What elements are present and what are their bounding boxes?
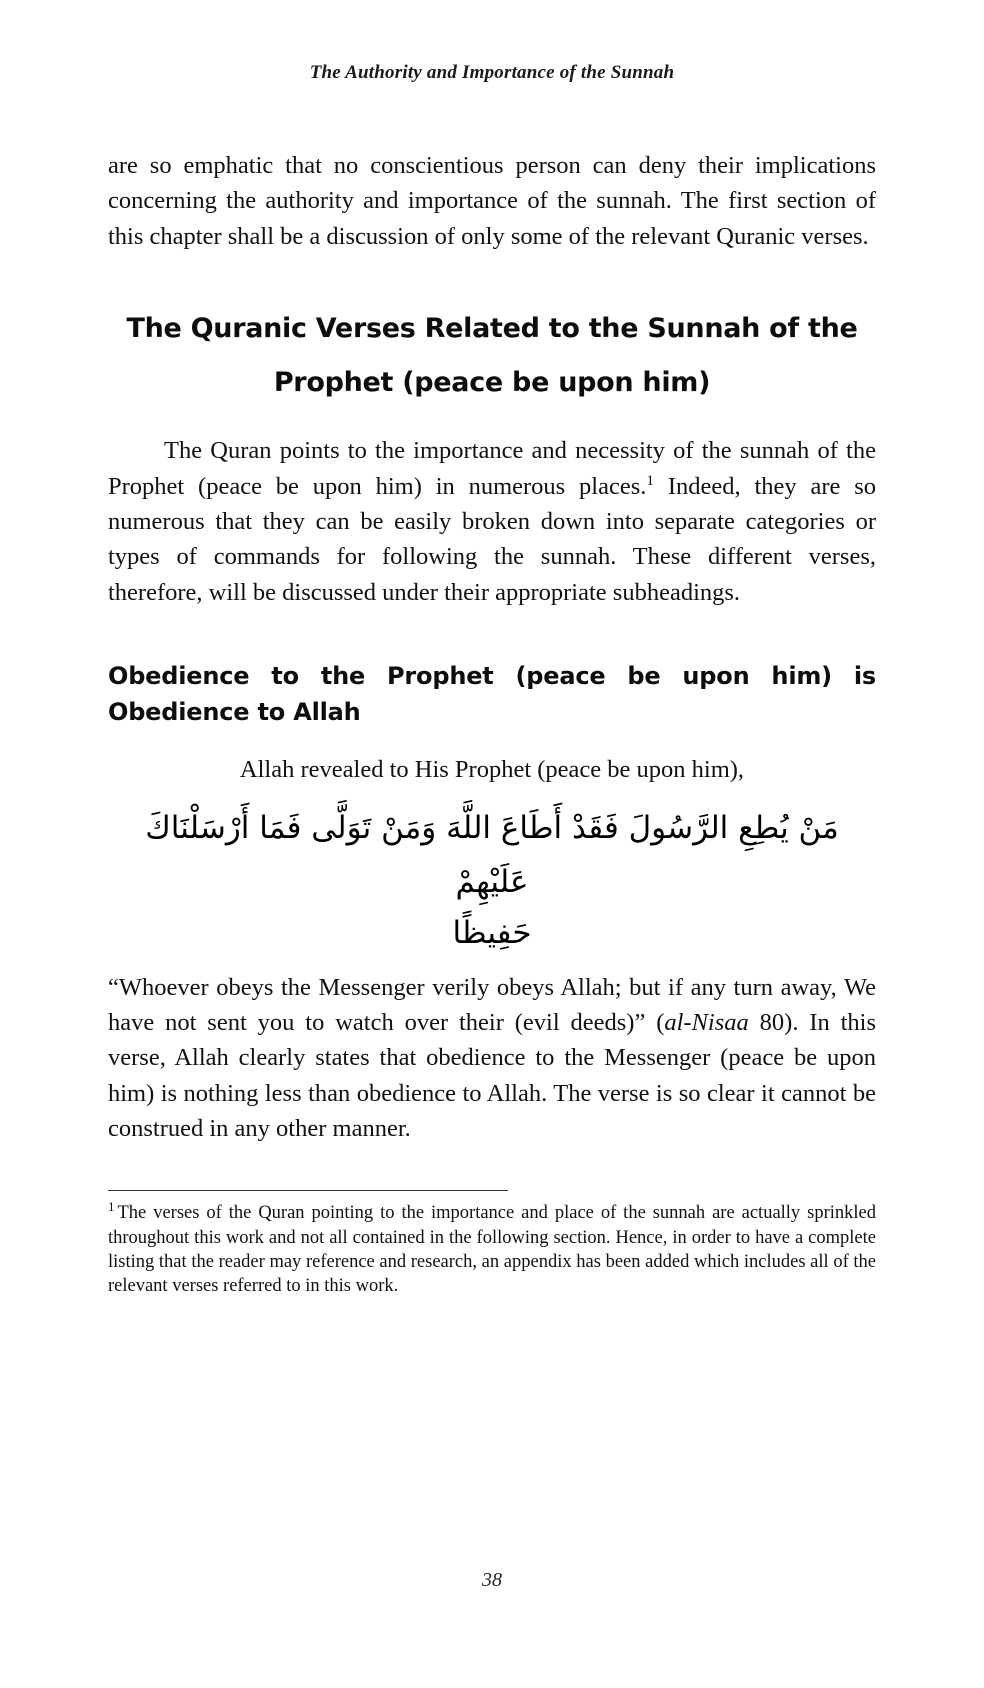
section-heading xyxy=(108,308,876,404)
page-content xyxy=(108,84,876,1299)
footnote-marker: 1 xyxy=(108,1199,115,1214)
footnote-text: The verses of the Quran pointing to the importance and place of the sunnah are actually sprinkled throughout this work and not all contained in the following section. Hence, in order to have a complete listing that the reader may reference and research, an appendix has been added which includes all of the relevant verses referred to in this work. xyxy=(108,1203,876,1297)
section-heading-line-2: Prophet (peace be upon him) xyxy=(273,366,711,398)
quran-importance-text-part-1: The Quran points to the importance and necessity of the sunnah of the Prophet (peace be upon him) in numerous places. xyxy=(108,437,876,500)
verse-introduction: Allah revealed to His Prophet (peace be upon him), xyxy=(239,755,745,783)
quran-importance-paragraph xyxy=(108,433,876,609)
verse-translation-part-1: “Whoever obeys the Messenger verily obeys Allah; but if any turn away, We have not sent you to watch over their (evil deeds)” ( xyxy=(108,973,876,1037)
verse-citation: al-Nisaa xyxy=(664,1009,749,1037)
footnote xyxy=(108,1201,876,1299)
opening-paragraph: are so emphatic that no conscientious person can deny their implications concerning the authority and importance of the sunnah. The first section of this chapter shall be a discussion of only some of the relevant Quranic verses. xyxy=(108,152,876,250)
verse-translation-part-2: 80). In this verse, Allah clearly states that obedience to the Messenger (peace be upon him) is nothing less than obedience to Allah. The verse is so clear it cannot be construed in any other manner. xyxy=(108,1009,876,1142)
footnote-reference[interactable]: 1 xyxy=(646,471,654,489)
running-head: The Authority and Importance of the Sunnah xyxy=(309,62,675,83)
quran-importance-text-part-2: Indeed, they are so numerous that they can be easily broken down into separate categories or types of commands for following the sunnah. These different verses, therefore, will be discussed under their appropriate subheadings. xyxy=(108,472,877,606)
subsection-heading-line-2: Obedience to Allah xyxy=(108,697,361,726)
page-number: 38 xyxy=(482,1569,502,1591)
subsection-heading-line-1: Obedience to the Prophet (peace be upon him) is xyxy=(108,661,876,690)
footnote-separator xyxy=(108,1190,508,1191)
page xyxy=(0,62,984,1688)
arabic-verse xyxy=(108,801,876,960)
verse-translation-paragraph xyxy=(108,970,876,1146)
arabic-verse-line-1: مَنْ يُطِعِ الرَّسُولَ فَقَدْ أَطَاعَ اللَّهَ وَمَنْ تَوَلَّى فَمَا أَرْسَلْنَاكَ عَلَيْهِمْ xyxy=(145,810,839,901)
section-heading-line-1: The Quranic Verses Related to the Sunnah of the xyxy=(126,312,858,344)
subsection-heading xyxy=(108,658,876,730)
arabic-verse-line-2: حَفِيظًا xyxy=(452,914,532,951)
